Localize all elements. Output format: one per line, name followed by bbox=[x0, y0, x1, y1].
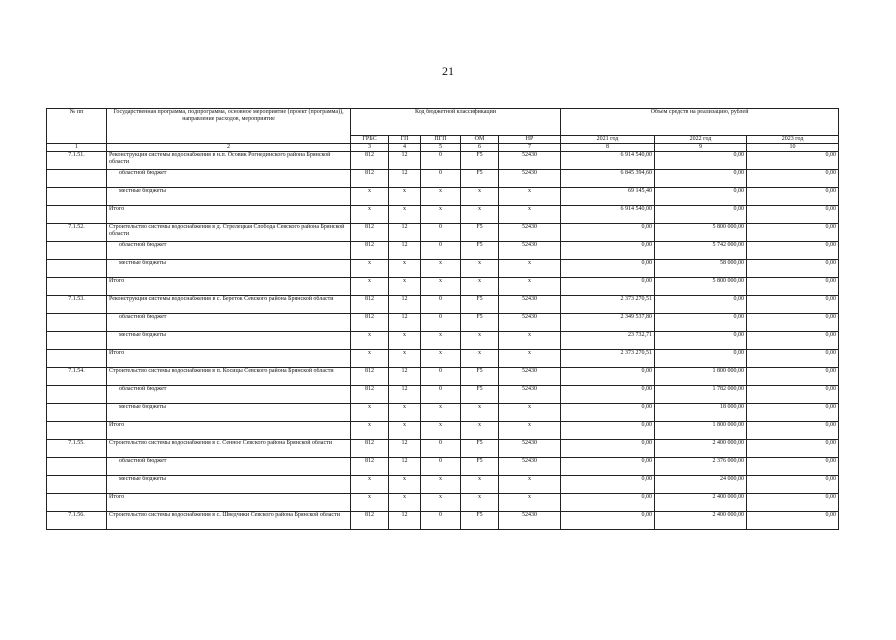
amount-2022-cell: 0,00 bbox=[655, 188, 747, 206]
grbs-cell: 812 bbox=[351, 512, 389, 530]
om-cell: х bbox=[461, 350, 499, 368]
amount-2023-cell: 0,00 bbox=[747, 188, 839, 206]
table-row bbox=[47, 350, 839, 368]
nr-cell: х bbox=[499, 260, 561, 278]
name-cell: Итого bbox=[107, 422, 351, 440]
num-cell bbox=[47, 386, 107, 404]
pgp-cell: 0 bbox=[421, 386, 461, 404]
amount-2023-cell: 0,00 bbox=[747, 332, 839, 350]
amount-2022-cell: 24 000,00 bbox=[655, 476, 747, 494]
grbs-cell: х bbox=[351, 404, 389, 422]
nr-cell: 52430 bbox=[499, 512, 561, 530]
nr-cell: 52430 bbox=[499, 386, 561, 404]
header-gp: ГП bbox=[389, 136, 421, 144]
pgp-cell: 0 bbox=[421, 242, 461, 260]
num-cell bbox=[47, 242, 107, 260]
amount-2021-cell: 0,00 bbox=[561, 224, 655, 242]
amount-2021-cell: 0,00 bbox=[561, 494, 655, 512]
gp-cell: х bbox=[389, 206, 421, 224]
header-pgp: ПГП bbox=[421, 136, 461, 144]
name-cell: Строительство системы водоснабжения в с. Шведчики Севского района Брянской области bbox=[107, 512, 351, 530]
om-cell: F5 bbox=[461, 386, 499, 404]
grbs-cell: х bbox=[351, 476, 389, 494]
om-cell: F5 bbox=[461, 224, 499, 242]
amount-2023-cell: 0,00 bbox=[747, 404, 839, 422]
index-7: 7 bbox=[499, 144, 561, 152]
name-cell: Итого bbox=[107, 350, 351, 368]
index-10: 10 bbox=[747, 144, 839, 152]
table-row bbox=[47, 296, 839, 314]
table-row bbox=[47, 170, 839, 188]
table-row bbox=[47, 242, 839, 260]
amount-2023-cell: 0,00 bbox=[747, 206, 839, 224]
pgp-cell: 0 bbox=[421, 170, 461, 188]
amount-2021-cell: 0,00 bbox=[561, 242, 655, 260]
name-cell: областной бюджет bbox=[107, 170, 351, 188]
gp-cell: 12 bbox=[389, 368, 421, 386]
amount-2023-cell: 0,00 bbox=[747, 368, 839, 386]
amount-2022-cell: 5 742 000,00 bbox=[655, 242, 747, 260]
name-cell: областной бюджет bbox=[107, 242, 351, 260]
grbs-cell: 812 bbox=[351, 152, 389, 170]
amount-2023-cell: 0,00 bbox=[747, 296, 839, 314]
amount-2023-cell: 0,00 bbox=[747, 260, 839, 278]
amount-2022-cell: 0,00 bbox=[655, 152, 747, 170]
header-2021: 2021 год bbox=[561, 136, 655, 144]
grbs-cell: х bbox=[351, 494, 389, 512]
nr-cell: 52430 bbox=[499, 152, 561, 170]
nr-cell: х bbox=[499, 422, 561, 440]
index-1: 1 bbox=[47, 144, 107, 152]
num-cell bbox=[47, 260, 107, 278]
name-cell: Реконструкция системы водоснабжения в н.п. Осовик Рогнединского района Брянской области bbox=[107, 152, 351, 170]
amount-2022-cell: 2 376 000,00 bbox=[655, 458, 747, 476]
index-4: 4 bbox=[389, 144, 421, 152]
gp-cell: 12 bbox=[389, 242, 421, 260]
amount-2021-cell: 0,00 bbox=[561, 404, 655, 422]
nr-cell: 52430 bbox=[499, 296, 561, 314]
grbs-cell: х bbox=[351, 332, 389, 350]
gp-cell: х bbox=[389, 278, 421, 296]
amount-2023-cell: 0,00 bbox=[747, 476, 839, 494]
name-cell: местные бюджеты bbox=[107, 188, 351, 206]
gp-cell: 12 bbox=[389, 152, 421, 170]
nr-cell: 52430 bbox=[499, 368, 561, 386]
amount-2022-cell: 0,00 bbox=[655, 350, 747, 368]
num-cell: 7.1.53. bbox=[47, 296, 107, 314]
om-cell: х bbox=[461, 494, 499, 512]
header-2022: 2022 год bbox=[655, 136, 747, 144]
om-cell: F5 bbox=[461, 296, 499, 314]
pgp-cell: 0 bbox=[421, 440, 461, 458]
om-cell: х bbox=[461, 332, 499, 350]
header-grbs: ГРБС bbox=[351, 136, 389, 144]
gp-cell: х bbox=[389, 188, 421, 206]
pgp-cell: х bbox=[421, 350, 461, 368]
header-2023: 2023 год bbox=[747, 136, 839, 144]
nr-cell: х bbox=[499, 188, 561, 206]
grbs-cell: х bbox=[351, 422, 389, 440]
num-cell bbox=[47, 458, 107, 476]
amount-2022-cell: 5 800 000,00 bbox=[655, 278, 747, 296]
table-row bbox=[47, 512, 839, 530]
gp-cell: 12 bbox=[389, 170, 421, 188]
amount-2023-cell: 0,00 bbox=[747, 314, 839, 332]
grbs-cell: 812 bbox=[351, 386, 389, 404]
num-cell bbox=[47, 332, 107, 350]
om-cell: F5 bbox=[461, 512, 499, 530]
num-cell: 7.1.54. bbox=[47, 368, 107, 386]
table-row bbox=[47, 422, 839, 440]
page-number: 21 bbox=[442, 64, 454, 78]
amount-2022-cell: 5 800 000,00 bbox=[655, 224, 747, 242]
table-row bbox=[47, 260, 839, 278]
gp-cell: 12 bbox=[389, 440, 421, 458]
gp-cell: 12 bbox=[389, 386, 421, 404]
name-cell: местные бюджеты bbox=[107, 260, 351, 278]
amount-2023-cell: 0,00 bbox=[747, 440, 839, 458]
amount-2022-cell: 1 800 000,00 bbox=[655, 422, 747, 440]
table-row bbox=[47, 224, 839, 242]
grbs-cell: х bbox=[351, 350, 389, 368]
gp-cell: 12 bbox=[389, 512, 421, 530]
grbs-cell: х bbox=[351, 260, 389, 278]
nr-cell: 52430 bbox=[499, 458, 561, 476]
pgp-cell: 0 bbox=[421, 368, 461, 386]
table-row bbox=[47, 206, 839, 224]
grbs-cell: 812 bbox=[351, 458, 389, 476]
amount-2021-cell: 6 914 540,00 bbox=[561, 206, 655, 224]
om-cell: F5 bbox=[461, 458, 499, 476]
num-cell bbox=[47, 188, 107, 206]
num-cell bbox=[47, 476, 107, 494]
amount-2021-cell: 0,00 bbox=[561, 278, 655, 296]
gp-cell: х bbox=[389, 494, 421, 512]
amount-2023-cell: 0,00 bbox=[747, 458, 839, 476]
pgp-cell: 0 bbox=[421, 224, 461, 242]
amount-2022-cell: 2 400 000,00 bbox=[655, 440, 747, 458]
amount-2021-cell: 0,00 bbox=[561, 368, 655, 386]
name-cell: Итого bbox=[107, 278, 351, 296]
table-row bbox=[47, 368, 839, 386]
num-cell bbox=[47, 350, 107, 368]
amount-2021-cell: 2 373 270,51 bbox=[561, 296, 655, 314]
om-cell: F5 bbox=[461, 314, 499, 332]
amount-2021-cell: 2 349 537,80 bbox=[561, 314, 655, 332]
pgp-cell: 0 bbox=[421, 458, 461, 476]
om-cell: F5 bbox=[461, 152, 499, 170]
table-row bbox=[47, 476, 839, 494]
amount-2022-cell: 0,00 bbox=[655, 206, 747, 224]
grbs-cell: 812 bbox=[351, 368, 389, 386]
pgp-cell: х bbox=[421, 206, 461, 224]
header-nr: НР bbox=[499, 136, 561, 144]
index-9: 9 bbox=[655, 144, 747, 152]
table-row bbox=[47, 278, 839, 296]
pgp-cell: х bbox=[421, 404, 461, 422]
pgp-cell: х bbox=[421, 422, 461, 440]
num-cell bbox=[47, 422, 107, 440]
om-cell: х bbox=[461, 278, 499, 296]
amount-2021-cell: 23 732,71 bbox=[561, 332, 655, 350]
header-num: № пп bbox=[47, 109, 107, 144]
amount-2022-cell: 2 400 000,00 bbox=[655, 512, 747, 530]
table-row bbox=[47, 494, 839, 512]
gp-cell: 12 bbox=[389, 296, 421, 314]
gp-cell: х bbox=[389, 422, 421, 440]
table-row bbox=[47, 188, 839, 206]
nr-cell: х bbox=[499, 350, 561, 368]
om-cell: F5 bbox=[461, 368, 499, 386]
name-cell: Строительство системы водоснабжения в п. Косицы Севского района Брянской области bbox=[107, 368, 351, 386]
nr-cell: 52430 bbox=[499, 224, 561, 242]
amount-2023-cell: 0,00 bbox=[747, 386, 839, 404]
pgp-cell: х bbox=[421, 260, 461, 278]
nr-cell: х bbox=[499, 494, 561, 512]
amount-2022-cell: 1 800 000,00 bbox=[655, 368, 747, 386]
amount-2022-cell: 0,00 bbox=[655, 332, 747, 350]
num-cell bbox=[47, 494, 107, 512]
num-cell bbox=[47, 170, 107, 188]
amount-2023-cell: 0,00 bbox=[747, 278, 839, 296]
amount-2023-cell: 0,00 bbox=[747, 494, 839, 512]
amount-2021-cell: 0,00 bbox=[561, 458, 655, 476]
header-volume: Объем средств на реализацию, рублей bbox=[561, 109, 839, 136]
gp-cell: х bbox=[389, 404, 421, 422]
grbs-cell: 812 bbox=[351, 296, 389, 314]
amount-2022-cell: 18 000,00 bbox=[655, 404, 747, 422]
amount-2023-cell: 0,00 bbox=[747, 152, 839, 170]
om-cell: х bbox=[461, 260, 499, 278]
header-name: Государственная программа, подпрограмма, основное мероприятие (проект (программа)), направление расходов, мероприятие bbox=[107, 109, 351, 144]
om-cell: F5 bbox=[461, 440, 499, 458]
amount-2021-cell: 0,00 bbox=[561, 260, 655, 278]
amount-2023-cell: 0,00 bbox=[747, 170, 839, 188]
gp-cell: 12 bbox=[389, 224, 421, 242]
amount-2022-cell: 0,00 bbox=[655, 170, 747, 188]
name-cell: областной бюджет bbox=[107, 458, 351, 476]
amount-2021-cell: 6 845 394,60 bbox=[561, 170, 655, 188]
num-cell: 7.1.51. bbox=[47, 152, 107, 170]
grbs-cell: 812 bbox=[351, 242, 389, 260]
amount-2022-cell: 0,00 bbox=[655, 314, 747, 332]
index-3: 3 bbox=[351, 144, 389, 152]
name-cell: Итого bbox=[107, 206, 351, 224]
grbs-cell: 812 bbox=[351, 170, 389, 188]
amount-2022-cell: 1 782 000,00 bbox=[655, 386, 747, 404]
budget-table bbox=[46, 108, 839, 530]
name-cell: областной бюджет bbox=[107, 386, 351, 404]
amount-2021-cell: 69 145,40 bbox=[561, 188, 655, 206]
name-cell: Итого bbox=[107, 494, 351, 512]
om-cell: F5 bbox=[461, 242, 499, 260]
header-code: Код бюджетной классификации bbox=[351, 109, 561, 136]
name-cell: местные бюджеты bbox=[107, 332, 351, 350]
nr-cell: х bbox=[499, 404, 561, 422]
amount-2023-cell: 0,00 bbox=[747, 350, 839, 368]
table-row bbox=[47, 386, 839, 404]
amount-2021-cell: 0,00 bbox=[561, 422, 655, 440]
table-row bbox=[47, 458, 839, 476]
nr-cell: 52430 bbox=[499, 170, 561, 188]
gp-cell: 12 bbox=[389, 314, 421, 332]
grbs-cell: х bbox=[351, 206, 389, 224]
grbs-cell: 812 bbox=[351, 440, 389, 458]
pgp-cell: х bbox=[421, 494, 461, 512]
amount-2022-cell: 2 400 000,00 bbox=[655, 494, 747, 512]
amount-2021-cell: 0,00 bbox=[561, 512, 655, 530]
pgp-cell: х bbox=[421, 332, 461, 350]
name-cell: Строительство системы водоснабжения в д. Стрелецкая Слобода Севского района Брянской области bbox=[107, 224, 351, 242]
pgp-cell: 0 bbox=[421, 296, 461, 314]
amount-2023-cell: 0,00 bbox=[747, 422, 839, 440]
om-cell: F5 bbox=[461, 170, 499, 188]
nr-cell: х bbox=[499, 332, 561, 350]
gp-cell: х bbox=[389, 260, 421, 278]
num-cell bbox=[47, 404, 107, 422]
nr-cell: 52430 bbox=[499, 242, 561, 260]
gp-cell: х bbox=[389, 332, 421, 350]
amount-2021-cell: 6 914 540,00 bbox=[561, 152, 655, 170]
nr-cell: 52430 bbox=[499, 314, 561, 332]
pgp-cell: 0 bbox=[421, 512, 461, 530]
nr-cell: х bbox=[499, 206, 561, 224]
num-cell bbox=[47, 314, 107, 332]
index-6: 6 bbox=[461, 144, 499, 152]
nr-cell: х bbox=[499, 278, 561, 296]
pgp-cell: х bbox=[421, 278, 461, 296]
grbs-cell: 812 bbox=[351, 314, 389, 332]
num-cell bbox=[47, 206, 107, 224]
amount-2021-cell: 0,00 bbox=[561, 476, 655, 494]
index-2: 2 bbox=[107, 144, 351, 152]
name-cell: местные бюджеты bbox=[107, 476, 351, 494]
om-cell: х bbox=[461, 422, 499, 440]
index-8: 8 bbox=[561, 144, 655, 152]
amount-2021-cell: 0,00 bbox=[561, 440, 655, 458]
amount-2023-cell: 0,00 bbox=[747, 224, 839, 242]
nr-cell: 52430 bbox=[499, 440, 561, 458]
pgp-cell: х bbox=[421, 476, 461, 494]
amount-2021-cell: 2 373 270,51 bbox=[561, 350, 655, 368]
name-cell: областной бюджет bbox=[107, 314, 351, 332]
amount-2021-cell: 0,00 bbox=[561, 386, 655, 404]
index-5: 5 bbox=[421, 144, 461, 152]
table-row bbox=[47, 152, 839, 170]
gp-cell: х bbox=[389, 350, 421, 368]
pgp-cell: х bbox=[421, 188, 461, 206]
om-cell: х bbox=[461, 188, 499, 206]
om-cell: х bbox=[461, 476, 499, 494]
name-cell: Строительство системы водоснабжения в с. Сенное Севского района Брянской области bbox=[107, 440, 351, 458]
num-cell: 7.1.56. bbox=[47, 512, 107, 530]
amount-2023-cell: 0,00 bbox=[747, 512, 839, 530]
gp-cell: 12 bbox=[389, 458, 421, 476]
table-row bbox=[47, 314, 839, 332]
gp-cell: х bbox=[389, 476, 421, 494]
table-row bbox=[47, 332, 839, 350]
om-cell: х bbox=[461, 404, 499, 422]
table-row bbox=[47, 440, 839, 458]
om-cell: х bbox=[461, 206, 499, 224]
grbs-cell: х bbox=[351, 278, 389, 296]
name-cell: местные бюджеты bbox=[107, 404, 351, 422]
pgp-cell: 0 bbox=[421, 152, 461, 170]
amount-2023-cell: 0,00 bbox=[747, 242, 839, 260]
num-cell bbox=[47, 278, 107, 296]
grbs-cell: 812 bbox=[351, 224, 389, 242]
header-om: ОМ bbox=[461, 136, 499, 144]
nr-cell: х bbox=[499, 476, 561, 494]
table-row bbox=[47, 404, 839, 422]
amount-2022-cell: 0,00 bbox=[655, 296, 747, 314]
num-cell: 7.1.55. bbox=[47, 440, 107, 458]
amount-2022-cell: 58 000,00 bbox=[655, 260, 747, 278]
num-cell: 7.1.52. bbox=[47, 224, 107, 242]
name-cell: Реконструкция системы водоснабжения в с. Береток Севского района Брянской области bbox=[107, 296, 351, 314]
grbs-cell: х bbox=[351, 188, 389, 206]
pgp-cell: 0 bbox=[421, 314, 461, 332]
